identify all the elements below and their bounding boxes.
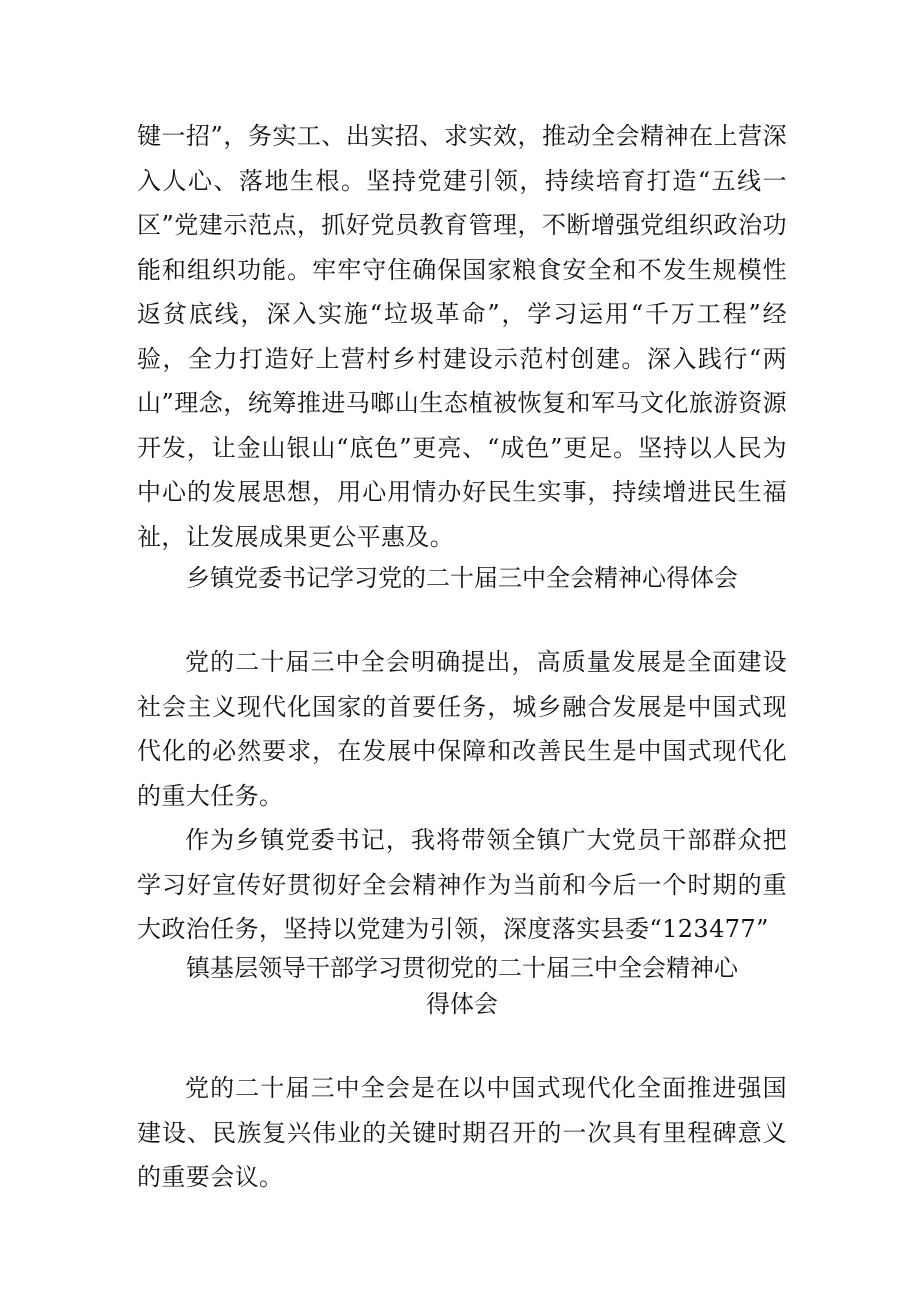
section-title-line: 镇基层领导干部学习贯彻党的二十届三中全会精神心 xyxy=(186,954,738,982)
body-paragraph: 键一招”，务实工、出实招、求实效，推动全会精神在上营深入人心、落地生根。坚持党建引领，持续培育打造“五线一区”党建示范点，抓好党员教育管理，不断增强党组织政治功能和组织功能。牢牢守住确保国家粮食安全和不发生规模性返贫底线，深入实施“垃圾革命”，学习运用“千万工程”经验，全力打造好上营村乡村建设示范村创建。深入践行“两山”理念，统筹推进马啷山生态植被恢复和军马文化旅游资源开发，让金山银山“底色”更亮、“成色”更足。坚持以人民为中心的发展思想，用心用情办好民生实事，持续增进民生福祉，让发展成果更公平惠及。 xyxy=(137,122,787,551)
section-title: 乡镇党委书记学习党的二十届三中全会精神心得体会 xyxy=(186,564,738,592)
section-title-line: 得体会 xyxy=(426,990,498,1018)
body-paragraph: 党的二十届三中全会明确提出，高质量发展是全面建设社会主义现代化国家的首要任务，城乡融合发展是中国式现代化的必然要求，在发展中保障和改善民生是中国式现代化的重大任务。 xyxy=(137,648,787,810)
section-title xyxy=(137,950,787,1022)
body-paragraph: 党的二十届三中全会是在以中国式现代化全面推进强国建设、民族复兴伟业的关键时期召开的一次具有里程碑意义的重要会议。 xyxy=(137,1074,787,1191)
body-paragraph: 作为乡镇党委书记，我将带领全镇广大党员干部群众把学习好宣传好贯彻好全会精神作为当前和今后一个时期的重大政治任务，坚持以党建为引领，深度落实县委“123477” xyxy=(137,826,787,943)
section-body xyxy=(0,640,920,952)
